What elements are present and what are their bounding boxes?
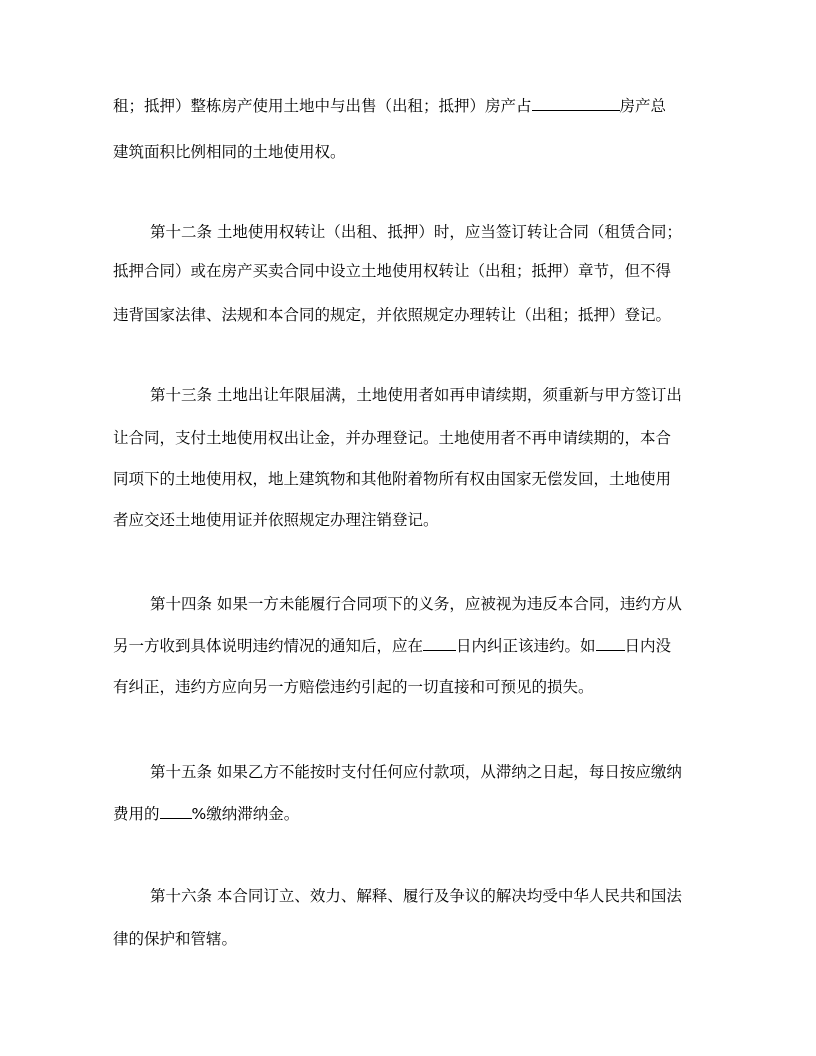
article-14-line-1	[150, 594, 682, 614]
text-segment: %缴纳滞纳金。	[191, 805, 300, 823]
article-15-line-1	[150, 762, 682, 782]
fill-in-blank[interactable]	[596, 636, 625, 651]
article-12-line-3	[113, 305, 671, 325]
article-14-line-3	[113, 677, 594, 697]
fill-in-blank[interactable]	[423, 636, 456, 651]
fill-in-blank[interactable]	[532, 96, 620, 111]
article-13-line-2	[113, 428, 671, 448]
article-13-line-4	[113, 510, 439, 530]
paragraph-1-line-2	[113, 142, 346, 162]
text-segment: 同项下的土地使用权，地上建筑物和其他附着物所有权由国家无偿发回，土地使用	[113, 470, 672, 488]
text-segment: 建筑面积比例相同的土地使用权。	[113, 143, 346, 161]
text-segment: 费用的	[113, 805, 160, 823]
paragraph-1-line-1	[113, 96, 666, 116]
text-segment: 租；抵押）整栋房产使用土地中与出售（出租；抵押）房产占	[113, 97, 532, 115]
text-segment: 抵押合同）或在房产买卖合同中设立土地使用权转让（出租；抵押）章节，但不得	[113, 262, 672, 280]
article-13-line-3	[113, 469, 671, 489]
article-16-line-2	[113, 929, 237, 949]
text-segment: 第十三条 土地出让年限届满，土地使用者如再申请续期，须重新与甲方签订出	[150, 386, 682, 404]
text-segment: 日内纠正该违约。如	[456, 637, 596, 655]
article-15-line-2	[113, 804, 299, 824]
article-12-line-1	[150, 222, 682, 242]
text-segment: 房产总	[619, 97, 667, 115]
article-16-line-1	[150, 886, 682, 906]
text-segment: 有纠正，违约方应向另一方赔偿违约引起的一切直接和可预见的损失。	[113, 678, 594, 696]
article-12-line-2	[113, 261, 671, 281]
text-segment: 第十六条 本合同订立、效力、解释、履行及争议的解决均受中华人民共和国法	[150, 887, 682, 905]
text-segment: 第十二条 土地使用权转让（出租、抵押）时，应当签订转让合同（租赁合同；	[150, 223, 682, 241]
text-segment: 第十五条 如果乙方不能按时支付任何应付款项，从滞纳之日起，每日按应缴纳	[150, 763, 682, 781]
article-13-line-1	[150, 385, 682, 405]
text-segment: 律的保护和管辖。	[113, 930, 238, 948]
text-segment: 第十四条 如果一方未能履行合同项下的义务，应被视为违反本合同，违约方从	[150, 595, 682, 613]
fill-in-blank[interactable]	[160, 804, 192, 819]
text-segment: 日内没	[624, 637, 672, 655]
text-segment: 者应交还土地使用证并依照规定办理注销登记。	[113, 511, 439, 529]
text-segment: 违背国家法律、法规和本合同的规定，并依照规定办理转让（出租；抵押）登记。	[113, 306, 672, 324]
text-segment: 另一方收到具体说明违约情况的通知后，应在	[113, 637, 424, 655]
text-segment: 让合同，支付土地使用权出让金，并办理登记。土地使用者不再申请续期的，本合	[113, 429, 672, 447]
article-14-line-2	[113, 636, 671, 656]
